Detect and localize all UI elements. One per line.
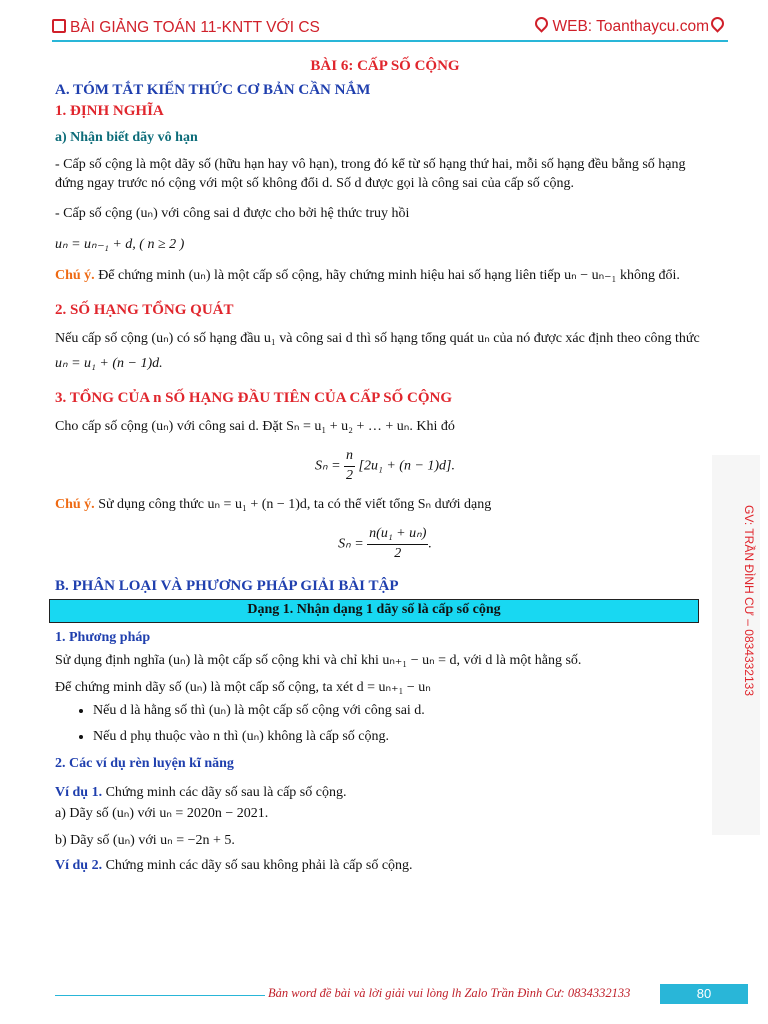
sum-formula-2-denominator: 2 <box>394 545 402 561</box>
note-2-text: Sử dụng công thức uₙ = u₁ + (n − 1)d, ta có thể viết tổng Sₙ dưới dạng <box>94 497 492 513</box>
location-pin-icon <box>708 14 726 32</box>
sum-heading: 3. TỔNG CỦA n SỐ HẠNG ĐẦU TIÊN CỦA CẤP SỐ CỘNG <box>55 390 453 407</box>
example-1 <box>55 784 715 803</box>
example-1-b: b) Dãy số (uₙ) với uₙ = −2n + 5. <box>55 832 235 848</box>
definition-subheading: a) Nhận biết dãy vô hạn <box>55 129 198 145</box>
general-term-formula: uₙ = u₁ + (n − 1)d. <box>55 356 163 372</box>
section-b-heading: B. PHÂN LOẠI VÀ PHƯƠNG PHÁP GIẢI BÀI TẬP <box>55 577 399 594</box>
general-term-heading: 2. SỐ HẠNG TỔNG QUÁT <box>55 302 234 319</box>
sum-formula-rhs: [2u₁ + (n − 1)d]. <box>358 458 455 474</box>
example-1-a: a) Dãy số (uₙ) với uₙ = 2020n − 2021. <box>55 806 269 822</box>
example-1-label: Ví dụ 1. <box>55 785 103 801</box>
header-left <box>52 18 320 37</box>
footer-note: Bản word đề bài và lời giải vui lòng lh Zalo Trần Đình Cư: 0834332133 <box>268 986 631 1000</box>
sum-formula-2-fraction <box>367 525 428 564</box>
page-number: 80 <box>660 984 748 1004</box>
sum-formula-lhs: Sₙ = <box>314 458 341 474</box>
header-website: WEB: Toanthaycu.com <box>552 18 709 35</box>
note-1 <box>55 267 715 286</box>
general-term-paragraph: Nếu cấp số cộng (uₙ) có số hạng đầu u₁ và công sai d thì số hạng tổng quát uₙ của nó được xác định theo công thức <box>55 331 700 347</box>
example-2-label: Ví dụ 2. <box>55 857 103 873</box>
side-author: GV: TRẦN ĐÌNH CƯ – 0834332133 <box>742 505 756 697</box>
sum-formula-2-lhs: Sₙ = <box>338 536 364 552</box>
method-bullets <box>55 702 715 748</box>
header-title: BÀI GIẢNG TOÁN 11-KNTT VỚI CS <box>70 19 320 36</box>
header-divider <box>52 40 728 42</box>
lesson-title: BÀI 6: CẤP SỐ CỘNG <box>310 58 460 74</box>
recurrence-paragraph: - Cấp số cộng (uₙ) với công sai d được cho bởi hệ thức truy hồi <box>55 206 410 222</box>
document-body <box>55 52 715 876</box>
note-1-label: Chú ý. <box>55 268 95 284</box>
definition-paragraph: - Cấp số cộng là một dãy số (hữu hạn hay vô hạn), trong đó kể từ số hạng thứ hai, mỗi số hạng đều bằng số hạng đứng ngay trước nó cộng với một số không đổi d. Số d được gọi là công sai của cấp số cộng. <box>55 156 686 191</box>
list-item: • Nếu d là hằng số thì (uₙ) là một cấp số cộng với công sai d. <box>93 702 715 721</box>
section-a-heading: A. TÓM TẮT KIẾN THỨC CƠ BẢN CẦN NẮM <box>55 82 371 99</box>
type-1-banner: Dạng 1. Nhận dạng 1 dãy số là cấp số cộng <box>49 599 699 623</box>
examples-heading: 2. Các ví dụ rèn luyện kĩ năng <box>55 756 234 772</box>
sum-paragraph: Cho cấp số cộng (uₙ) với công sai d. Đặt Sₙ = u₁ + u₂ + … + uₙ. Khi đó <box>55 419 455 435</box>
definition-heading: 1. ĐỊNH NGHĨA <box>55 102 164 119</box>
sum-formula <box>55 447 715 486</box>
method-paragraph-2: Để chứng minh dãy số (uₙ) là một cấp số cộng, ta xét d = uₙ₊₁ − uₙ <box>55 679 431 695</box>
note-2-label: Chú ý. <box>55 497 95 513</box>
example-1-text: Chứng minh các dãy số sau là cấp số cộng. <box>102 785 347 801</box>
sum-formula-fraction <box>344 447 355 486</box>
recurrence-formula: uₙ = uₙ₋₁ + d, ( n ≥ 2 ) <box>55 237 185 253</box>
list-item: • Nếu d phụ thuộc vào n thì (uₙ) không là cấp số cộng. <box>93 728 715 747</box>
page-header <box>52 18 728 40</box>
sum-formula-denominator: 2 <box>346 468 354 484</box>
sum-formula-2-end: . <box>428 536 432 552</box>
header-right <box>533 18 728 36</box>
footer-divider <box>55 995 265 996</box>
sum-formula-2-numerator: n(u₁ + uₙ) <box>367 525 428 545</box>
sum-formula-numerator: n <box>344 447 355 467</box>
edit-icon <box>52 19 66 33</box>
example-2-text: Chứng minh các dãy số sau không phải là cấp số cộng. <box>102 857 413 873</box>
note-2 <box>55 496 715 515</box>
method-paragraph-1: Sử dụng định nghĩa (uₙ) là một cấp số cộng khi và chỉ khi uₙ₊₁ − uₙ = d, với d là một hằng số. <box>55 652 582 668</box>
method-heading: 1. Phương pháp <box>55 629 151 645</box>
location-pin-icon <box>533 14 551 32</box>
example-2 <box>55 857 715 876</box>
note-1-text: Để chứng minh (uₙ) là một cấp số cộng, hãy chứng minh hiệu hai số hạng liên tiếp uₙ − uₙ₋₁ không đổi. <box>94 268 680 284</box>
sum-formula-2 <box>55 525 715 564</box>
